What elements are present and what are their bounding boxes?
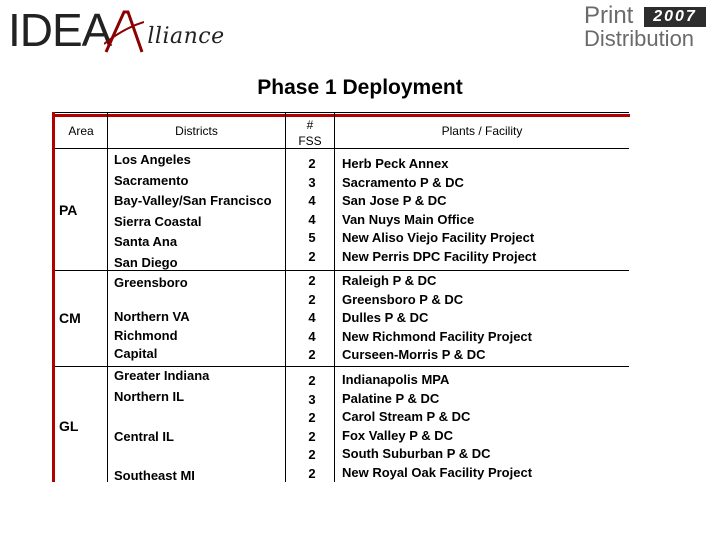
page-title: Phase 1 Deployment — [257, 76, 463, 99]
fss-value: 4 — [308, 310, 316, 326]
print-distribution-logo — [584, 4, 714, 52]
logo-swoosh-icon — [104, 8, 144, 54]
table-top-border — [52, 112, 629, 113]
idealliance-logo — [8, 4, 225, 56]
table-row-divider — [55, 148, 629, 149]
fss-value: 2 — [308, 273, 316, 288]
district-item: Richmond — [114, 327, 178, 343]
logo-alliance-text: lliance — [147, 24, 225, 49]
table-top-accent — [55, 114, 630, 117]
logo-year-badge: 2007 — [644, 7, 706, 27]
plant-item: Curseen-Morris P & DC — [342, 347, 486, 363]
plant-item: Van Nuys Main Office — [342, 211, 475, 227]
fss-value: 2 — [308, 428, 316, 444]
plant-item: Herb Peck Annex — [342, 156, 449, 171]
cm-districts — [114, 308, 190, 364]
fss-value: 2 — [308, 447, 316, 463]
fss-value: 2 — [308, 373, 316, 388]
table-col-divider — [107, 112, 108, 482]
column-header-fss: # FSS — [298, 118, 322, 148]
district-item: Greater Indiana — [114, 368, 210, 383]
district-item: Northern IL — [114, 389, 185, 404]
fss-value: 3 — [308, 391, 316, 407]
plant-item: Palatine P & DC — [342, 390, 440, 406]
table-col-divider — [285, 112, 286, 482]
plant-item: Indianapolis MPA — [342, 372, 450, 387]
district-item: Sierra Coastal — [114, 213, 202, 229]
fss-value: 2 — [308, 156, 316, 171]
fss-value: 3 — [308, 174, 316, 190]
area-label-cm: CM — [59, 310, 81, 326]
column-header-districts: Districts — [175, 124, 218, 138]
pa-districts — [114, 150, 272, 273]
area-label-pa: PA — [59, 202, 78, 218]
table-col-divider — [334, 112, 335, 482]
plant-item: New Perris DPC Facility Project — [342, 248, 537, 264]
fss-value: 2 — [308, 248, 316, 264]
district-item: Southeast MI — [114, 468, 195, 483]
fss-value: 5 — [308, 230, 316, 246]
plant-item: South Suburban P & DC — [342, 446, 491, 462]
plant-item: Carol Stream P & DC — [342, 409, 471, 425]
logo-distribution-text: Distribution — [584, 26, 695, 51]
district-item: Greensboro — [114, 275, 188, 290]
column-header-area: Area — [68, 124, 94, 138]
plant-item: New Aliso Viejo Facility Project — [342, 230, 535, 246]
plant-item: Dulles P & DC — [342, 310, 429, 326]
fss-value: 4 — [308, 328, 316, 344]
pa-plants — [342, 155, 536, 267]
gl-fss — [300, 372, 324, 484]
plant-item: New Richmond Facility Project — [342, 328, 532, 344]
fss-value: 2 — [308, 347, 316, 363]
plant-item: Greensboro P & DC — [342, 291, 464, 307]
plant-item: Sacramento P & DC — [342, 174, 464, 190]
fss-value: 2 — [308, 465, 316, 481]
district-item: Bay-Valley/San Francisco — [114, 193, 272, 208]
logo-idea-text: IDEA — [8, 4, 112, 56]
gl-plants — [342, 371, 532, 483]
plant-item: Raleigh P & DC — [342, 273, 437, 288]
cm-plants — [342, 272, 532, 365]
district-item: Los Angeles — [114, 152, 191, 167]
pa-fss — [300, 155, 324, 267]
district-item: Central IL — [114, 429, 174, 444]
plant-item: San Jose P & DC — [342, 193, 447, 209]
fss-value: 4 — [308, 211, 316, 227]
district-item: Capital — [114, 346, 158, 362]
fss-value: 2 — [308, 291, 316, 307]
cm-fss — [300, 272, 324, 365]
area-label-gl: GL — [59, 418, 79, 434]
district-item: Sacramento — [114, 172, 189, 188]
district-item: Northern VA — [114, 309, 190, 324]
fss-value: 4 — [308, 193, 316, 209]
plant-item: New Royal Oak Facility Project — [342, 464, 533, 480]
fss-value: 2 — [308, 410, 316, 426]
logo-print-text: Print — [584, 2, 634, 29]
district-item: Santa Ana — [114, 234, 178, 249]
table-left-accent — [52, 112, 55, 482]
column-header-plants: Plants / Facility — [441, 124, 523, 138]
district-item: San Diego — [114, 254, 178, 270]
plant-item: Fox Valley P & DC — [342, 427, 454, 443]
